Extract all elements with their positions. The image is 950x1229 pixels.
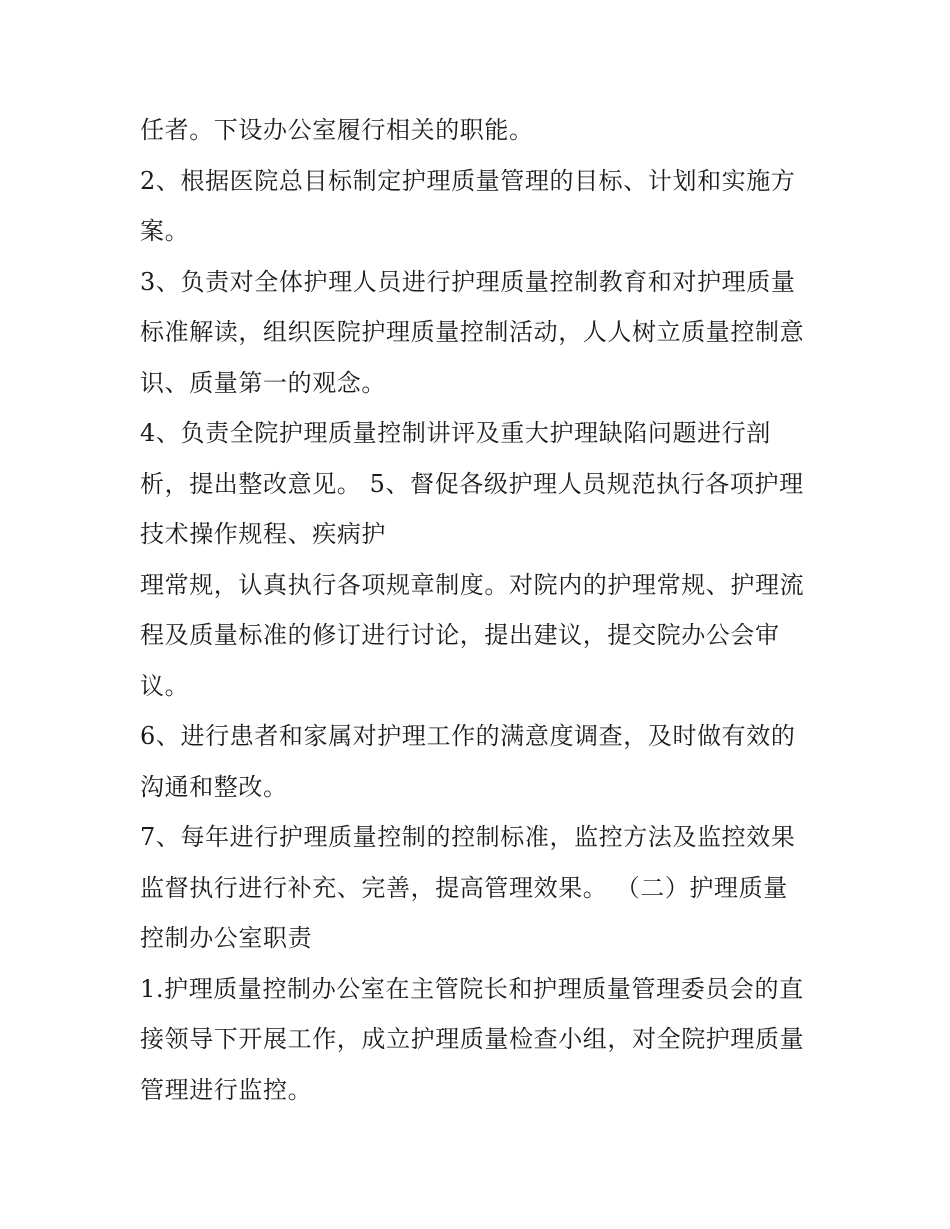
text-line: 4、负责全院护理质量控制讲评及重大护理缺陷问题进行剖: [140, 419, 771, 447]
text-line: 2、根据医院总目标制定护理质量管理的目标、计划和实施方: [140, 167, 796, 195]
text-line: 管理进行监控。: [140, 1076, 313, 1104]
text-line: 1.护理质量控制办公室在主管院长和护理质量管理委员会的直: [140, 975, 804, 1003]
text-line: 接领导下开展工作，成立护理质量检查小组，对全院护理质量: [140, 1025, 805, 1053]
text-line: 任者。下设办公室履行相关的职能。: [140, 116, 534, 144]
text-line: 沟通和整改。: [140, 773, 288, 801]
text-line: 案。: [140, 217, 190, 245]
text-line: 识、质量第一的观念。: [140, 369, 386, 397]
text-line: 6、进行患者和家属对护理工作的满意度调查，及时做有效的: [140, 722, 796, 750]
text-line: 技术操作规程、疾病护: [140, 520, 386, 548]
text-line: 理常规，认真执行各项规章制度。对院内的护理常规、护理流: [140, 571, 805, 599]
text-line: 控制办公室职责: [140, 924, 313, 952]
text-line: 监督执行进行补充、完善，提高管理效果。 （二）护理质量: [140, 874, 788, 902]
text-line: 标准解读，组织医院护理质量控制活动，人人树立质量控制意: [140, 318, 805, 346]
text-line: 析，提出整改意见。 5、督促各级护理人员规范执行各项护理: [140, 470, 804, 498]
text-line: 议。: [140, 672, 190, 700]
text-line: 程及质量标准的修订进行讨论，提出建议，提交院办公会审: [140, 621, 780, 649]
text-line: 7、每年进行护理质量控制的控制标准，监控方法及监控效果: [140, 823, 796, 851]
text-line: 3、负责对全体护理人员进行护理质量控制教育和对护理质量: [140, 268, 796, 296]
